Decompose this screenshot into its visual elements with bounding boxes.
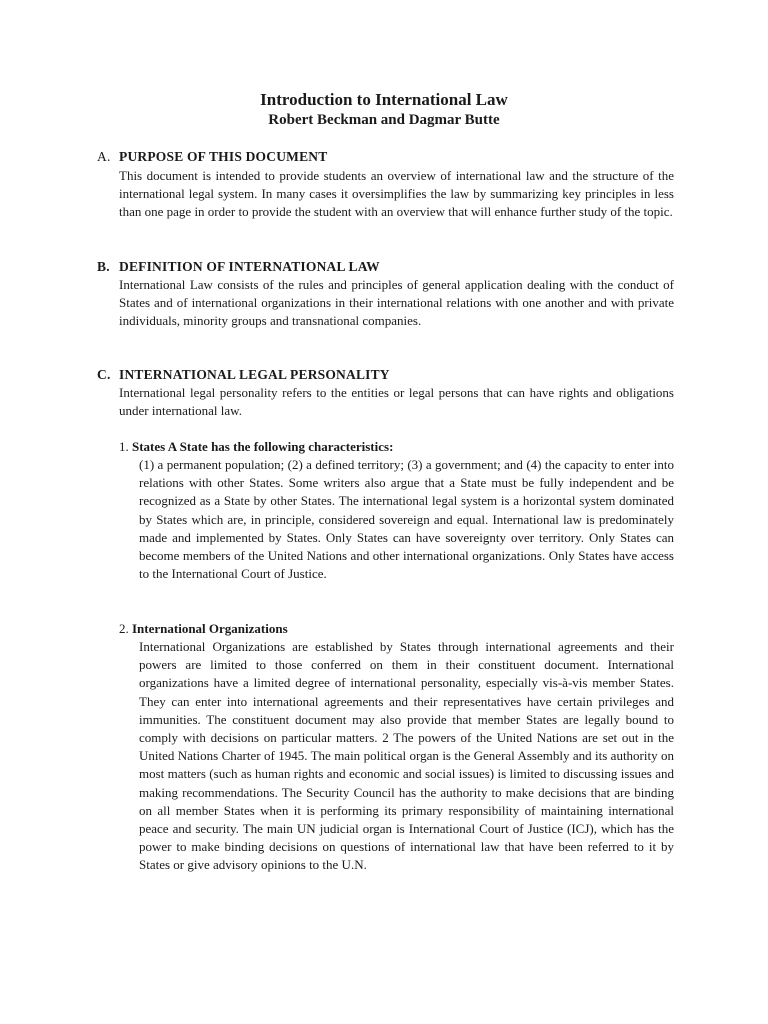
section-c-letter: C.	[97, 367, 111, 382]
subsection-2-number: 2.	[119, 621, 129, 636]
subsection-1-title: States A State has the following characteristics:	[132, 439, 394, 454]
subsection-2-title: International Organizations	[132, 621, 288, 636]
section-a-heading	[97, 148, 327, 166]
section-b-body: International Law consists of the rules and principles of general application dealing with the conduct of States and of international organizations in their international relations with one another and with private individuals, minority groups and transnational companies.	[119, 277, 674, 329]
section-b-heading	[97, 258, 380, 276]
document-title: Introduction to International Law	[260, 90, 508, 109]
section-b-letter: B.	[97, 259, 110, 274]
subsection-2-body: International Organizations are established by States through international agreements and their powers are limited to those conferred on them in their constituent document. International organizations have a limited degree of international personality, especially vis-à-vis member States. They can enter into international agreements and their representatives have certain privileges and immunities. The constituent document may also provide that member States are legally bound to comply with decisions on particular matters. 2 The powers of the United Nations are set out in the United Nations Charter of 1945. The main political organ is the General Assembly and its authority on most matters (such as human rights and economic and social issues) is limited to discussing issues and making recommendations. The Security Council has the authority to make decisions that are binding on all member States when it is performing its primary responsibility of maintaining international peace and security. The main UN judicial organ is International Court of Justice (ICJ), which has the power to make binding decisions on questions of international law that have been referred to it by States or give advisory opinions to the U.N.	[139, 639, 674, 873]
section-c-heading	[97, 366, 390, 384]
subsection-2-heading	[119, 620, 288, 638]
subsection-1-number: 1.	[119, 439, 129, 454]
document-authors: Robert Beckman and Dagmar Butte	[268, 112, 500, 128]
section-c-body: International legal personality refers to the entities or legal persons that can have rights and obligations under international law.	[119, 385, 674, 419]
section-a-letter: A.	[97, 149, 111, 164]
subsection-1-heading	[119, 438, 393, 456]
section-b-title: DEFINITION OF INTERNATIONAL LAW	[119, 259, 380, 274]
section-c-title: INTERNATIONAL LEGAL PERSONALITY	[119, 367, 390, 382]
section-a-title: PURPOSE OF THIS DOCUMENT	[119, 149, 328, 164]
section-a-body: This document is intended to provide students an overview of international law and the structure of the international legal system. In many cases it oversimplifies the law by summarizing key principles in less than one page in order to provide the student with an overview that will enhance further study of the topic.	[119, 168, 674, 220]
subsection-1-body: (1) a permanent population; (2) a defined territory; (3) a government; and (4) the capacity to enter into relations with other States. Some writers also argue that a State must be fully independent and be recognized as a State by other States. The international legal system is a horizontal system dominated by States which are, in principle, considered sovereign and equal. International law is predominately made and implemented by States. Only States can have sovereignty over territory. Only States can become members of the United Nations and other international organizations. Only States have access to the International Court of Justice.	[139, 457, 674, 582]
